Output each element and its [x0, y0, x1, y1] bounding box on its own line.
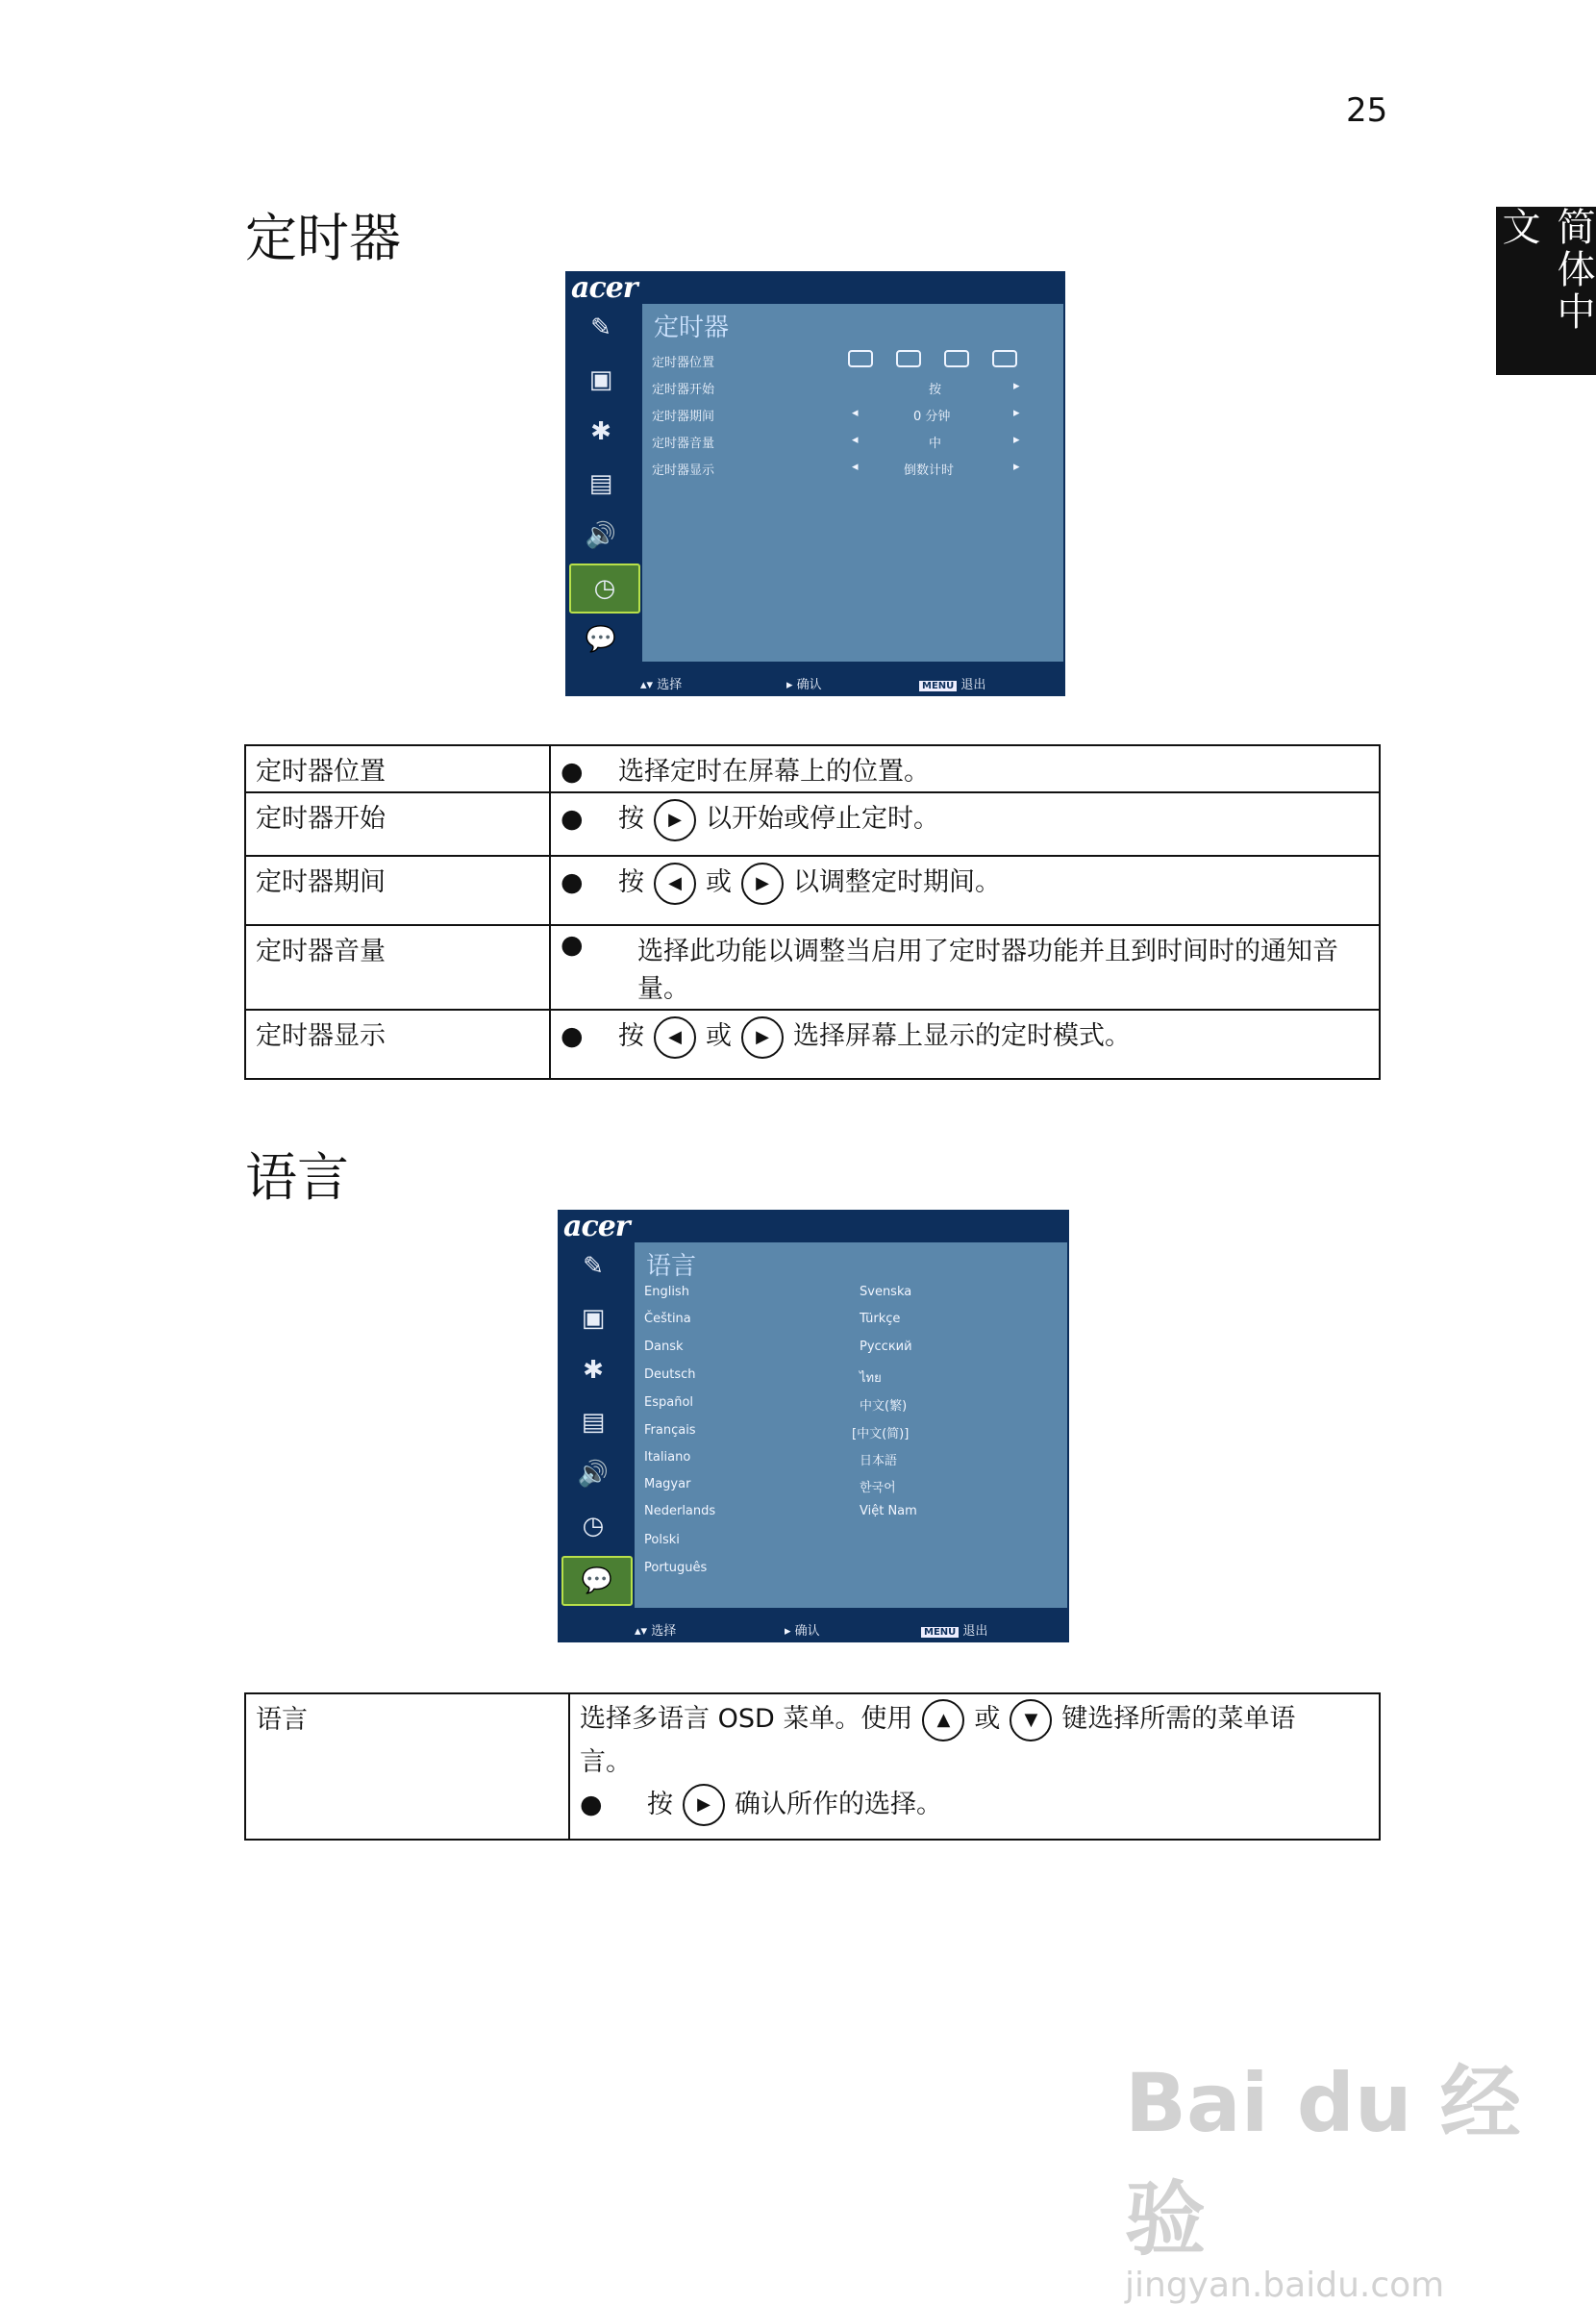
lang-option: Nederlands [644, 1504, 716, 1518]
language-description-table [244, 1692, 1381, 1841]
osd-value-display: 倒数计时 [904, 464, 955, 478]
osd-row-position: 定时器位置 [652, 356, 715, 370]
arrow-left-icon: ◂ [852, 406, 859, 420]
lang-option: ไทย [860, 1371, 882, 1386]
timer-heading: 定时器 [245, 208, 401, 268]
row-desc: ● 选择此功能以调整当启用了定时器功能并且到时间时的通知音量。 [550, 925, 1380, 1010]
lang-option: 한국어 [860, 1481, 896, 1495]
osd-row-period: 定时器期间 [652, 410, 715, 424]
lang-option-selected: [中文(简)] [852, 1427, 910, 1441]
row-name: 定时器显示 [245, 1010, 550, 1079]
image-icon: ▣ [588, 365, 613, 394]
timer-osd-screenshot [565, 271, 1065, 696]
row-name: 定时器期间 [245, 856, 550, 925]
language-icon: 💬 [585, 625, 617, 654]
acer-logo: acer [563, 1210, 630, 1243]
settings-icon: ✱ [583, 1356, 604, 1385]
arrow-right-icon: ▸ [1013, 433, 1020, 447]
lang-option: Français [644, 1423, 696, 1438]
row-desc: ● 按 ◀ 或 ▶ 选择屏幕上显示的定时模式。 [550, 1010, 1380, 1079]
left-button-icon: ◀ [654, 1016, 696, 1059]
baidu-watermark: Bai du 经验 jingyan.baidu.com [1125, 2056, 1521, 2305]
color-icon: ✎ [583, 1252, 604, 1281]
osd-panel [642, 304, 1063, 662]
osd-footer-confirm: ▸ 确认 [786, 678, 822, 692]
lang-option: 日本語 [860, 1454, 898, 1468]
arrow-left-icon: ◂ [852, 460, 859, 474]
language-side-tab: 简体中文 [1496, 207, 1596, 375]
page-number: 25 [1346, 91, 1388, 130]
row-desc: ● 按 ▶ 以开始或停止定时。 [550, 792, 1380, 856]
position-top-left-icon [848, 350, 873, 367]
lang-option: Magyar [644, 1477, 691, 1491]
lang-option: Deutsch [644, 1367, 696, 1382]
position-bottom-left-icon [944, 350, 969, 367]
osd-footer-exit: MENU 退出 [919, 674, 985, 692]
timer-icon: ◷ [569, 564, 640, 614]
row-desc: 选择多语言 OSD 菜单。使用 ▲ 或 ▼ 键选择所需的菜单语 言。 ● 按 ▶ 确认所作的选择。 [569, 1693, 1380, 1840]
row-name: 定时器位置 [245, 745, 550, 792]
osd-value-volume: 中 [929, 437, 942, 451]
right-button-icon: ▶ [741, 1016, 784, 1059]
right-button-icon: ▶ [741, 863, 784, 905]
osd-value-period: 0 分钟 [913, 410, 951, 424]
lang-option: Việt Nam [860, 1504, 917, 1518]
osd-row-start: 定时器开始 [652, 383, 715, 397]
lang-option: Dansk [644, 1340, 684, 1354]
row-name: 语言 [245, 1693, 569, 1840]
left-button-icon: ◀ [654, 863, 696, 905]
lang-option: English [644, 1285, 689, 1299]
acer-logo: acer [571, 271, 637, 305]
lang-option: Svenska [860, 1285, 912, 1299]
osd-title: 语言 [646, 1252, 697, 1281]
lang-option: Português [644, 1561, 708, 1575]
row-name: 定时器开始 [245, 792, 550, 856]
position-bottom-right-icon [992, 350, 1017, 367]
lang-option: Polski [644, 1533, 680, 1547]
image-icon: ▣ [581, 1304, 606, 1333]
management-icon: ▤ [588, 469, 613, 498]
lang-option: 中文(繁) [860, 1399, 908, 1414]
timer-description-table [244, 744, 1381, 1080]
audio-icon: 🔊 [585, 521, 617, 550]
row-desc: ● 按 ◀ 或 ▶ 以调整定时期间。 [550, 856, 1380, 925]
language-icon: 💬 [561, 1556, 633, 1606]
management-icon: ▤ [581, 1408, 606, 1437]
lang-option: Türkçe [860, 1312, 901, 1326]
row-desc: ● 选择定时在屏幕上的位置。 [550, 745, 1380, 792]
down-button-icon: ▼ [1010, 1699, 1052, 1741]
lang-option: Русский [860, 1340, 912, 1354]
settings-icon: ✱ [590, 417, 611, 446]
osd-footer-select: ▴▾ 选择 [635, 1624, 677, 1639]
language-osd-screenshot [558, 1210, 1069, 1642]
osd-title: 定时器 [654, 313, 730, 342]
osd-row-display: 定时器显示 [652, 464, 715, 478]
osd-value-start: 按 [929, 383, 942, 397]
audio-icon: 🔊 [577, 1460, 610, 1489]
osd-row-volume: 定时器音量 [652, 437, 715, 451]
osd-footer-confirm: ▸ 确认 [785, 1624, 820, 1639]
position-top-right-icon [896, 350, 921, 367]
arrow-right-icon: ▸ [1013, 406, 1020, 420]
osd-footer-exit: MENU 退出 [921, 1620, 987, 1639]
language-heading: 语言 [245, 1147, 349, 1208]
right-button-icon: ▶ [683, 1784, 725, 1826]
arrow-right-icon: ▸ [1013, 379, 1020, 393]
osd-panel [635, 1242, 1067, 1608]
arrow-right-icon: ▸ [1013, 460, 1020, 474]
lang-option: Čeština [644, 1312, 691, 1326]
lang-option: Italiano [644, 1450, 691, 1465]
timer-icon: ◷ [582, 1512, 605, 1541]
row-name: 定时器音量 [245, 925, 550, 1010]
arrow-left-icon: ◂ [852, 433, 859, 447]
up-button-icon: ▲ [922, 1699, 964, 1741]
lang-option: Español [644, 1395, 694, 1410]
color-icon: ✎ [590, 313, 611, 342]
right-button-icon: ▶ [654, 799, 696, 841]
osd-footer-select: ▴▾ 选择 [640, 678, 683, 692]
